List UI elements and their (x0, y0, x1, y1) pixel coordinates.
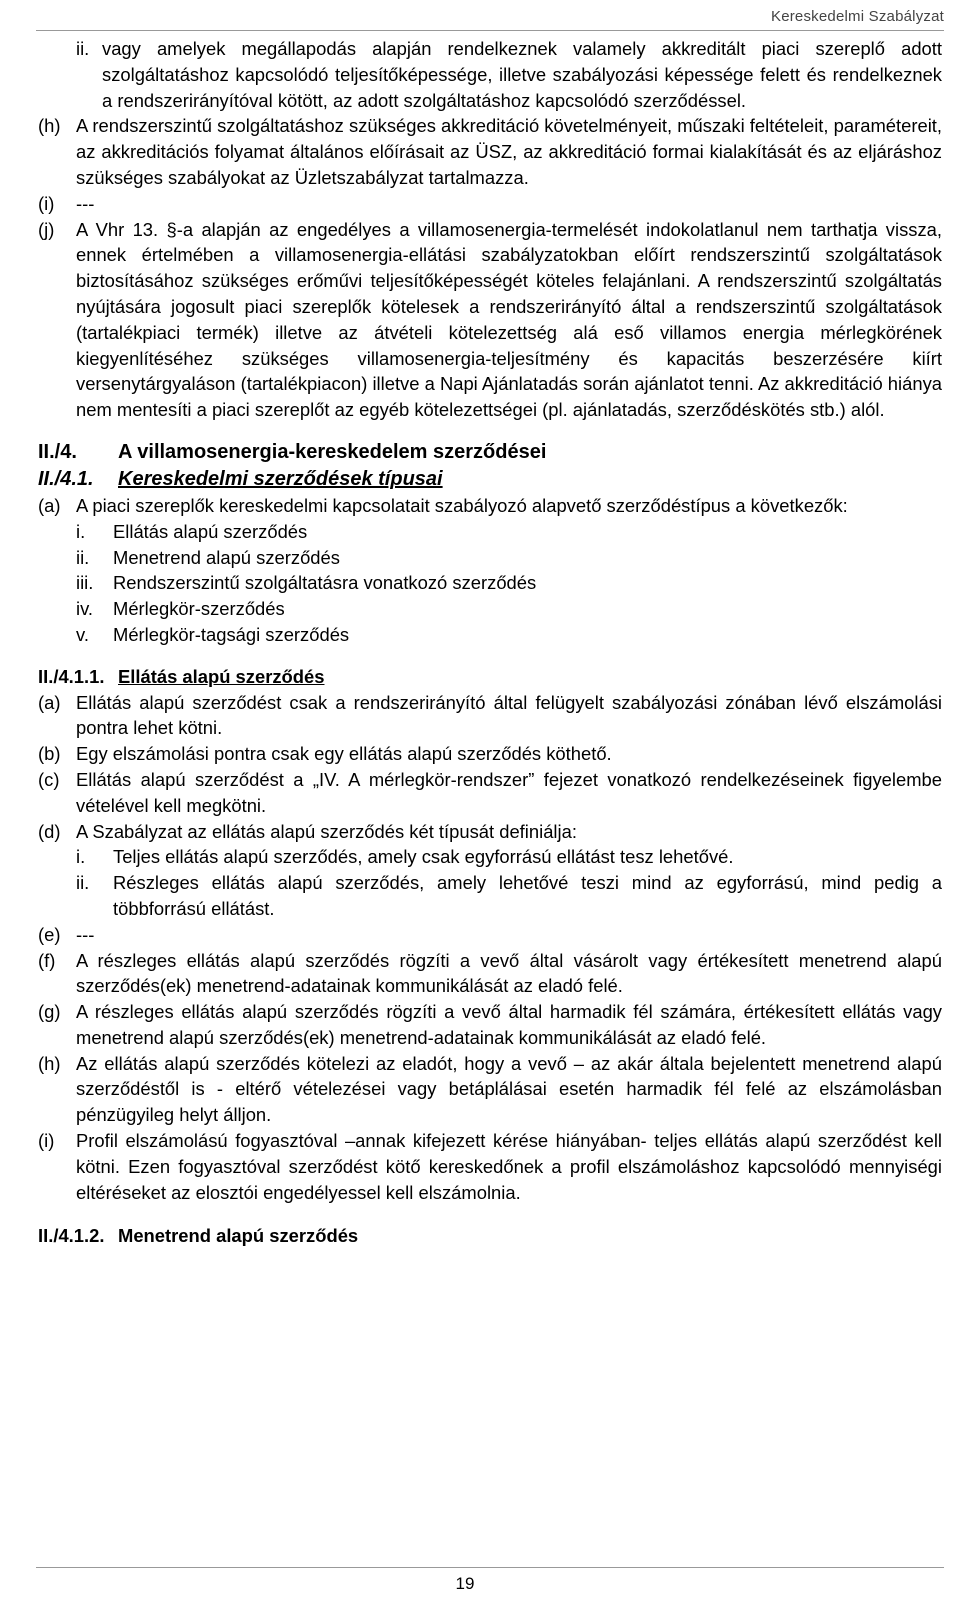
footer-divider (36, 1567, 944, 1568)
section-heading-4-1 (38, 466, 942, 493)
item-text: Ellátás alapú szerződést a „IV. A mérlegkör-rendszer” fejezet vonatkozó rendelkezéseinek figyelembe vételével kell megkötni. (76, 768, 942, 816)
item-text: Teljes ellátás alapú szerződés, amely csak egyforrású ellátást tesz lehetővé. (113, 846, 734, 868)
item-label: iv. (76, 598, 94, 620)
item-label: (e) (38, 923, 61, 945)
item-label: (h) (38, 115, 61, 137)
list-item (76, 519, 942, 545)
item-label: (g) (38, 1001, 61, 1023)
page-number: 19 (455, 1574, 475, 1593)
heading-title: Menetrend alapú szerződés (118, 1225, 359, 1247)
item-text: A Szabályzat az ellátás alapú szerződés két típusát definiálja: (76, 820, 577, 842)
heading-number: II./4.1. (38, 467, 94, 490)
item-label: (i) (38, 1130, 55, 1152)
item-label: (a) (38, 494, 61, 516)
paragraph-411-i (38, 1128, 942, 1205)
list-item (76, 622, 942, 648)
item-text: Menetrend alapú szerződés (113, 546, 340, 568)
paragraph-411-g (38, 999, 942, 1051)
item-label: (i) (38, 192, 55, 214)
running-header: Kereskedelmi Szabályzat (770, 8, 944, 25)
paragraph-411-d (38, 819, 942, 845)
item-text: A Vhr 13. §-a alapján az engedélyes a villamosenergia-termelését indokolatlanul nem tarthatja vissza, ennek értelmében a villamosenergia-ellátási szabályzatokban előírt rendszerszintű szolgáltatások biztosításához szükséges erőművi teljesítőképességét köteles felajánlani. A rendszerszintű szolgáltatás nyújtására jogosult piaci szereplők kötelesek a rendszerirányító által a rendszerszintű szolgáltatások (tartalékpiaci termék) illetve az átvételi kötelezettség alá eső villamos energia mérlegkörének kiegyenlítéséhez szükséges villamosenergia-teljesítmény és kapacitás beszerzésére kiírt versenytárgyaláson (tartalékpiacon) illetve a Napi Ajánlatadás során ajánlatot tenni. Az akkreditáció hiánya nem mentesíti a piaci szereplőt az egyéb kötelezettségei (pl. ajánlatadás, szerződéskötés stb.) alól. (76, 218, 942, 421)
item-text: A rendszerszintű szolgáltatáshoz szükséges akkreditáció követelményeit, műszaki feltételeit, paramétereit, az akkreditációs folyamat általános előírásait az ÜSZ, az akkreditáció formai kialakítását és az eljáráshoz szükséges szabályokat az Üzletszabályzat tartalmazza. (76, 115, 942, 188)
item-text: Részleges ellátás alapú szerződés, amely lehetővé teszi mind az egyforrású, mind pedig a többforrású ellátást. (113, 872, 942, 919)
paragraph-411-h (38, 1051, 942, 1128)
section-heading-4-1-1 (38, 664, 942, 690)
paragraph-411-f (38, 948, 942, 1000)
paragraph-411-b (38, 741, 942, 767)
item-label: iii. (76, 572, 94, 594)
item-label: ii. (76, 38, 90, 59)
item-text: Mérlegkör-tagsági szerződés (113, 623, 350, 645)
item-text: A piaci szereplők kereskedelmi kapcsolatait szabályozó alapvető szerződéstípus a következők: (76, 494, 848, 516)
paragraph-411-c (38, 767, 942, 819)
heading-title: Ellátás alapú szerződés (118, 665, 325, 687)
item-label: (j) (38, 218, 55, 240)
header-divider (36, 30, 944, 31)
item-label: ii. (76, 872, 90, 894)
item-text: A részleges ellátás alapú szerződés rögzíti a vevő által vásárolt vagy értékesített menetrend alapú szerződés(ek) menetrend-adatainak kommunikálását az eladó felé. (76, 949, 942, 997)
heading-title: A villamosenergia-kereskedelem szerződései (118, 440, 547, 463)
item-label: ii. (76, 546, 90, 568)
item-text: Ellátás alapú szerződés (113, 520, 308, 542)
list-item (76, 870, 942, 922)
item-text: Egy elszámolási pontra csak egy ellátás alapú szerződés köthető. (76, 743, 612, 765)
heading-number: II./4.1.2. (38, 1225, 105, 1247)
item-text: Az ellátás alapú szerződés kötelezi az eladót, hogy a vevő – az akár általa bejelentett menetrend alapú szerződéstől is - eltérő vételezései vagy betáplálásai esetén harmadik fél felé az elszámolásban pénzügyileg helyt álljon. (76, 1052, 942, 1126)
item-text: Profil elszámolású fogyasztóval –annak kifejezett kérése hiányában- teljes ellátás alapú szerződést kell kötni. Ezen fogyasztóval szerződést kötő kereskedőnek a profil elszámoláshoz kapcsolódó mennyiségi eltéréseket az elosztói engedélyessel kell elszámolnia. (76, 1130, 942, 1203)
item-label: i. (76, 846, 86, 868)
item-label: (b) (38, 743, 61, 765)
paragraph-411-e (38, 922, 942, 948)
heading-title: Kereskedelmi szerződések típusai (118, 467, 443, 490)
list-item (76, 844, 942, 870)
paragraph-j (38, 217, 942, 423)
item-text: --- (76, 923, 95, 945)
list-item (76, 570, 942, 596)
paragraph-h (38, 113, 942, 190)
item-label: (d) (38, 820, 61, 842)
supply-contract-type-list (76, 844, 942, 921)
item-label: v. (76, 623, 89, 645)
list-item-ii-top (76, 36, 942, 113)
list-item (76, 596, 942, 622)
heading-number: II./4. (38, 440, 77, 463)
item-text: Rendszerszintű szolgáltatásra vonatkozó szerződés (113, 572, 537, 594)
paragraph-i (38, 191, 942, 217)
contract-type-list (76, 519, 942, 648)
item-text: Mérlegkör-szerződés (113, 598, 285, 620)
document-body (38, 36, 942, 1249)
section-heading-4 (38, 439, 942, 466)
item-label: (f) (38, 949, 56, 971)
section-heading-4-1-2 (38, 1223, 942, 1249)
item-label: i. (76, 520, 86, 542)
item-text: A részleges ellátás alapú szerződés rögzíti a vevő által harmadik fél számára, értékesített ellátás vagy menetrend alapú szerződés(ek) menetrend-adatainak kommunikálását az eladó felé. (76, 1001, 942, 1048)
item-label: (a) (38, 691, 61, 713)
list-item (76, 545, 942, 571)
paragraph-411-a (38, 690, 942, 742)
item-label: (h) (38, 1052, 61, 1074)
item-text: --- (76, 192, 95, 214)
item-text: vagy amelyek megállapodás alapján rendelkeznek valamely akkreditált piaci szereplő adott szolgáltatáshoz kapcsolódó teljesítőképessége, illetve szabályozási képessége felett és rendelkeznek a rendszerirányítóval kötött, az adott szolgáltatáshoz kapcsolódó szerződéssel. (102, 38, 942, 111)
paragraph-41-a (38, 493, 942, 519)
heading-number: II./4.1.1. (38, 665, 105, 687)
item-text: Ellátás alapú szerződést csak a rendszerirányító által felügyelt szabályozási zónában lévő elszámolási pontra lehet kötni. (76, 691, 942, 739)
item-label: (c) (38, 768, 60, 790)
